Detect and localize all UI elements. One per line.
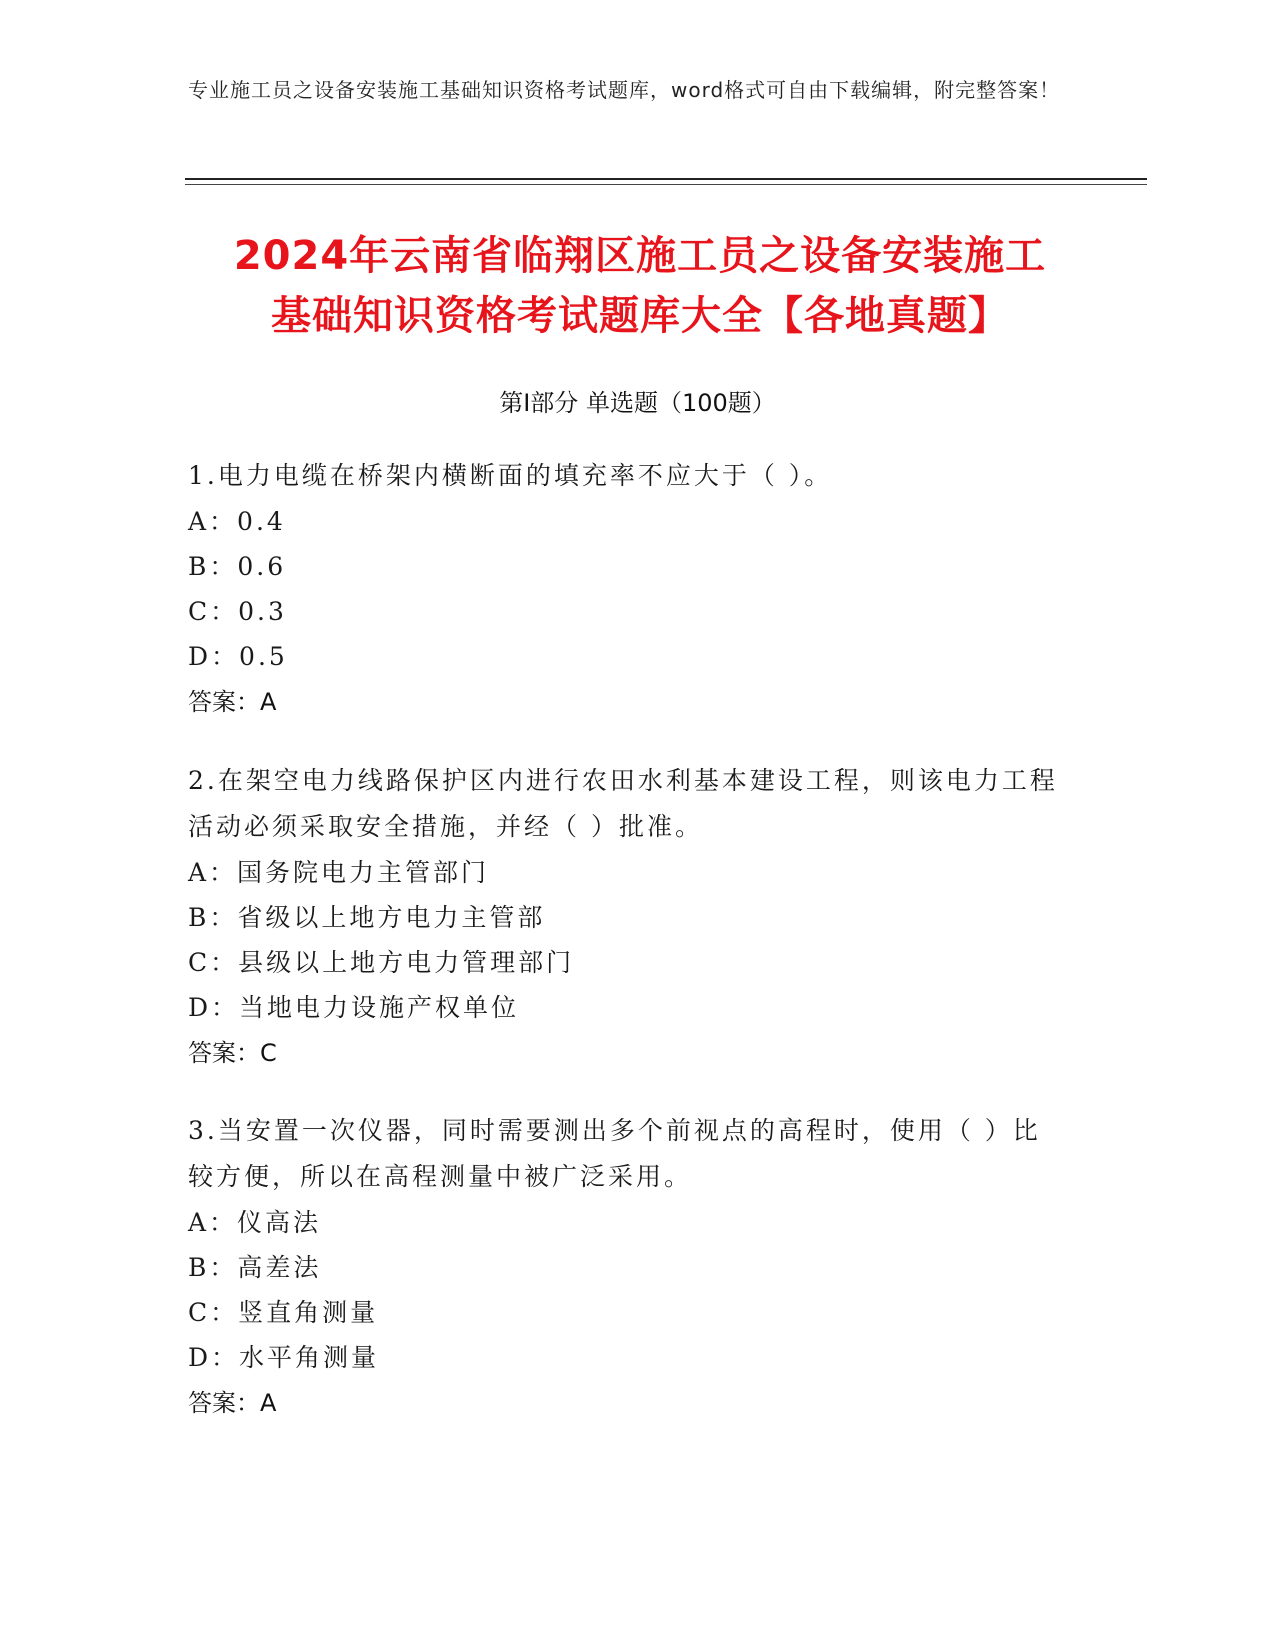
question-2: [188, 758, 1068, 1076]
option-a: A：国务院电力主管部门: [188, 858, 490, 887]
document-title-line-1: 2024年云南省临翔区施工员之设备安装施工: [233, 233, 1047, 279]
answer: 答案：A: [188, 1389, 277, 1417]
header-divider-thin: [185, 184, 1147, 185]
option-b: B：省级以上地方电力主管部: [188, 903, 546, 932]
section-title: 第Ⅰ部分 单选题（100题）: [499, 389, 776, 417]
option-a: A：0.4: [188, 507, 286, 536]
option-d: D：水平角测量: [188, 1343, 380, 1372]
option-c: C：竖直角测量: [188, 1298, 379, 1327]
document-title: [140, 226, 1140, 346]
question-stem: 2.在架空电力线路保护区内进行农田水利基本建设工程，则该电力工程活动必须采取安全措施，并经（ ）批准。: [188, 766, 1058, 841]
question-stem: 3.当安置一次仪器，同时需要测出多个前视点的高程时，使用（ ）比较方便，所以在高程测量中被广泛采用。: [188, 1116, 1041, 1191]
answer: 答案：A: [188, 688, 277, 716]
option-c: C：0.3: [188, 597, 287, 626]
question-3: [188, 1108, 1068, 1426]
option-b: B：0.6: [188, 552, 287, 581]
document-title-line-2: 基础知识资格考试题库大全【各地真题】: [271, 293, 1009, 339]
answer: 答案：C: [188, 1039, 277, 1067]
option-d: D：0.5: [188, 642, 288, 671]
option-a: A：仪高法: [188, 1208, 322, 1237]
question-stem: 1.电力电缆在桥架内横断面的填充率不应大于（ ）。: [188, 461, 833, 490]
option-b: B：高差法: [188, 1253, 322, 1282]
option-c: C：县级以上地方电力管理部门: [188, 948, 575, 977]
option-d: D：当地电力设施产权单位: [188, 993, 520, 1022]
question-1: [188, 453, 1068, 725]
header-divider-thick: [185, 178, 1147, 180]
header-note: 专业施工员之设备安装施工基础知识资格考试题库，word格式可自由下载编辑，附完整答案！: [188, 78, 1061, 102]
